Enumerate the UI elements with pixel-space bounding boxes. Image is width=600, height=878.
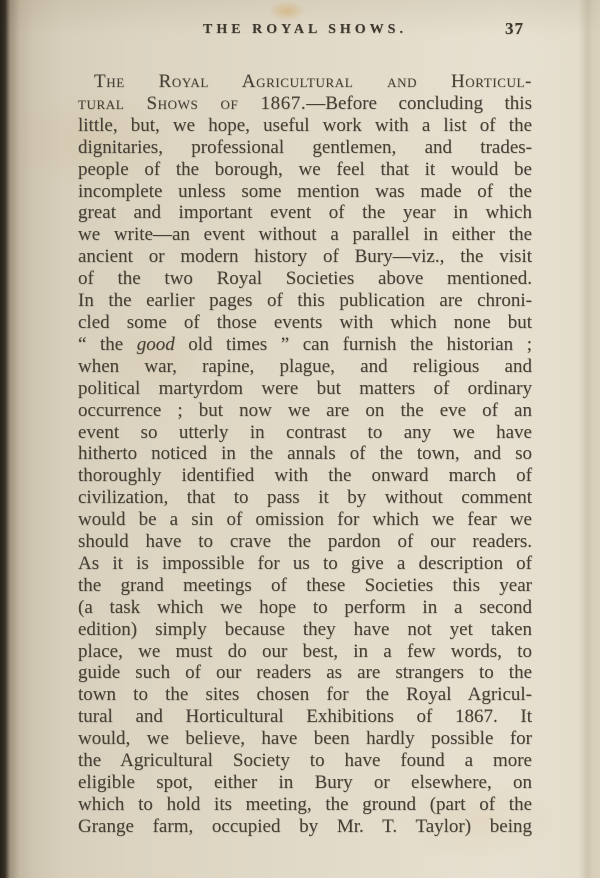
- body-text: little, but, we hope, useful work with a list of the: [78, 114, 532, 136]
- text-line: [78, 619, 532, 641]
- body-text: thoroughly identified with the onward march of: [78, 465, 532, 487]
- text-line: [78, 487, 532, 509]
- body-text: town to the sites chosen for the Royal Agricul-: [78, 684, 532, 706]
- text-line: [78, 378, 532, 400]
- body-text: civilization, that to pass it by without comment: [78, 487, 532, 509]
- body-text: edition) simply because they have not yet taken: [78, 618, 532, 640]
- body-text: event so utterly in contrast to any we have: [78, 421, 532, 443]
- text-line: [78, 422, 532, 444]
- text-line: [78, 706, 532, 728]
- body-text: (a task which we hope to perform in a second: [78, 596, 532, 618]
- text-line: [78, 181, 532, 203]
- body-text: Grange farm, occupied by Mr. T. Taylor) being: [78, 815, 532, 837]
- body-text: the Agricultural Society to have found a more: [78, 750, 532, 772]
- body-text: people of the borough, we feel that it would be: [78, 158, 532, 180]
- text-line: [78, 597, 532, 619]
- body-text: “ the: [78, 333, 137, 355]
- body-text: In the earlier pages of this publication are chroni-: [78, 290, 532, 312]
- text-line: [78, 224, 532, 246]
- body-text: dignitaries, professional gentlemen, and trades-: [78, 136, 532, 158]
- text-line: [78, 816, 532, 838]
- body-text: incomplete unless some mention was made of the: [78, 180, 532, 202]
- text-line: [78, 159, 532, 181]
- text-line: [78, 684, 532, 706]
- text-block: [78, 71, 532, 838]
- text-line: [78, 400, 532, 422]
- body-text: old times ” can furnish the historian ;: [174, 333, 532, 355]
- text-line: [78, 509, 532, 531]
- text-line: [78, 268, 532, 290]
- page-number: 37: [505, 19, 524, 38]
- text-line: [78, 728, 532, 750]
- text-line: [78, 465, 532, 487]
- body-text: eligible spot, either in Bury or elsewhere, on: [78, 772, 532, 793]
- text-line: [78, 115, 532, 137]
- text-line: [78, 575, 532, 597]
- body-text: cled some of those events with which none but: [78, 311, 532, 333]
- body-text: As it is impossible for us to give a description of: [78, 552, 532, 574]
- body-text: the grand meetings of these Societies this year: [78, 574, 532, 596]
- italic-text: good: [136, 333, 175, 355]
- body-text: hitherto noticed in the annals of the town, and so: [78, 443, 532, 465]
- text-line: [78, 553, 532, 575]
- text-line: [78, 794, 532, 816]
- body-text: ancient or modern history of Bury—viz., the visit: [78, 246, 532, 268]
- body-text: when war, rapine, plague, and religious and: [78, 355, 532, 377]
- text-line: [78, 750, 532, 772]
- running-head: THE ROYAL SHOWS.: [203, 22, 407, 37]
- body-text: we write—an event without a parallel in either the: [78, 224, 532, 246]
- body-text: would, we believe, have been hardly possible for: [78, 728, 532, 750]
- text-line: [78, 443, 532, 465]
- text-line: [78, 356, 532, 378]
- text-line: [78, 334, 532, 356]
- smallcaps-text: tural Shows of 1867.: [78, 92, 307, 114]
- body-text: should have to crave the pardon of our readers.: [78, 531, 532, 553]
- body-text: political martyrdom were but matters of ordinary: [78, 377, 532, 399]
- body-text: —Before concluding this: [306, 92, 532, 114]
- smallcaps-text: The Royal Agricultural and Horticul-: [94, 71, 532, 92]
- text-line: [78, 202, 532, 224]
- body-text: guide such of our readers as are strangers to the: [78, 662, 532, 684]
- body-text: would be a sin of omission for which we fear we: [78, 509, 532, 531]
- text-line: [78, 662, 532, 684]
- text-line: [78, 772, 532, 794]
- page-header: [78, 19, 532, 42]
- body-text: place, we must do our best, in a few words, to: [78, 640, 532, 662]
- body-text: which to hold its meeting, the ground (part of the: [78, 793, 532, 815]
- body-text: great and important event of the year in which: [78, 202, 532, 224]
- text-line: [78, 246, 532, 268]
- text-line: [78, 312, 532, 334]
- body-text: occurrence ; but now we are on the eve of an: [78, 399, 532, 421]
- text-line: [78, 71, 532, 93]
- body-text: tural and Horticultural Exhibitions of 1867. It: [78, 706, 532, 728]
- text-line: [78, 531, 532, 553]
- text-line: [78, 641, 532, 663]
- page-content: [78, 19, 532, 838]
- text-line: [78, 93, 532, 115]
- body-text: of the two Royal Societies above mentioned.: [78, 268, 532, 290]
- text-line: [78, 137, 532, 159]
- text-line: [78, 290, 532, 312]
